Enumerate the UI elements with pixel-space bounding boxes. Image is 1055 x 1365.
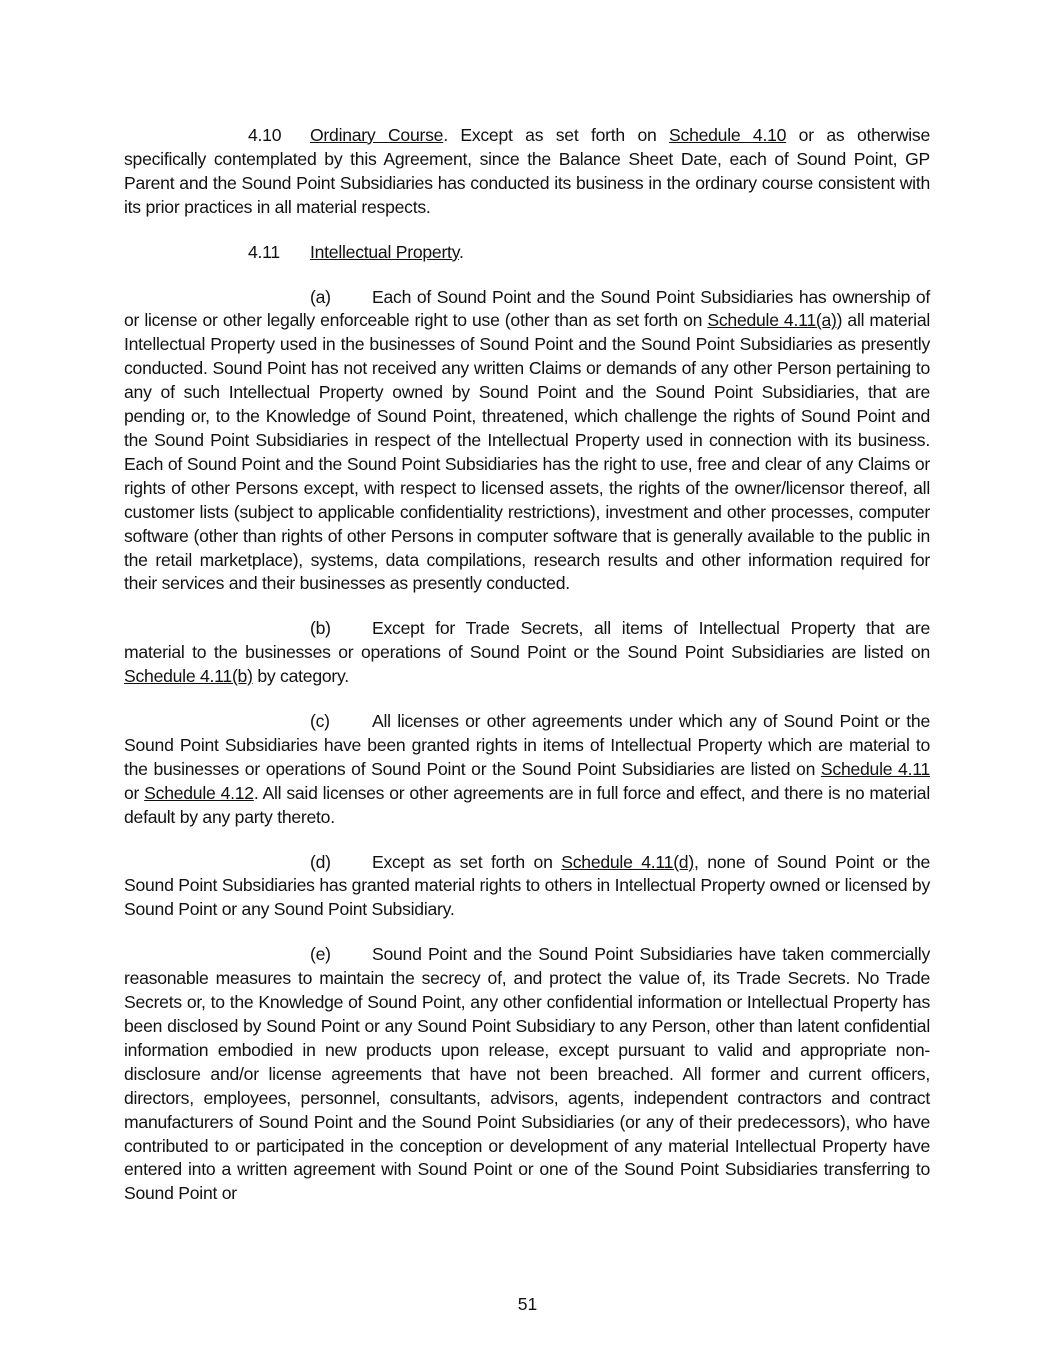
clause-text: Each of Sound Point and the Sound Point Subsidiaries has ownership of or license or other legally enforceable right to use (other than as set forth on bbox=[124, 286, 930, 331]
schedule-reference: Schedule 4.12 bbox=[144, 782, 254, 803]
clause-text: Except as set forth on bbox=[372, 851, 562, 872]
clause-label: (d) bbox=[310, 851, 331, 872]
section-number: 4.10 bbox=[248, 125, 282, 145]
section-title: Intellectual Property bbox=[310, 241, 459, 262]
section-text: or as otherwise specifically contemplated by this Agreement, since the Balance Sheet Date, each of Sound Point, GP Parent and the Sound Point Subsidiaries has conducted its business in the ordinary course consistent with its prior practices in all material respects. bbox=[124, 125, 930, 217]
clause-text: by category. bbox=[252, 666, 349, 687]
clause-text: , none of Sound Point or the Sound Point Subsidiaries has granted material rights to others in Intellectual Property owned or licensed by Sound Point or any Sound Point Subsidiary. bbox=[124, 851, 930, 920]
clause-d bbox=[124, 851, 930, 923]
clause-a bbox=[124, 286, 930, 597]
clause-text: All licenses or other agreements under which any of Sound Point or the Sound Point Subsidiaries have been granted rights in items of Intellectual Property which are material to the businesses or operations of Sound Point or the Sound Point Subsidiaries are listed on bbox=[124, 711, 930, 779]
clause-b bbox=[124, 617, 930, 689]
schedule-reference: Schedule 4.11(b) bbox=[124, 666, 253, 687]
clause-label: (e) bbox=[310, 944, 331, 965]
schedule-reference: Schedule 4.11 bbox=[820, 758, 930, 779]
clause-label: (a) bbox=[310, 286, 331, 307]
section-title-end: . bbox=[458, 241, 464, 262]
clause-label: (c) bbox=[310, 711, 330, 732]
section-4-10 bbox=[124, 124, 930, 220]
clause-text: ) all material Intellectual Property used in the businesses of Sound Point and the Sound Point Subsidiaries as presently conducted. Sound Point has not received any written Claims or demands of any other Person pertaining to any of such Intellectual Property owned by Sound Point and the Sound Point Subsidiaries, that are pending or, to the Knowledge of Sound Point, threatened, which challenge the rights of Sound Point and the Sound Point Subsidiaries in respect of the Intellectual Property used in connection with its business. Each of Sound Point and the Sound Point Subsidiaries has the right to use, free and clear of any Claims or rights of other Persons except, with respect to licensed assets, the rights of the owner/licensor thereof, all customer lists (subject to applicable confidentiality restrictions), investment and other processes, computer software (other than rights of other Persons in computer software that is generally available to the public in the retail marketplace), systems, data compilations, research results and other information required for their services and their businesses as presently conducted. bbox=[124, 310, 931, 594]
clause-text: . All said licenses or other agreements are in full force and effect, and there is no material default by any party thereto. bbox=[124, 782, 930, 827]
clause-text: Sound Point and the Sound Point Subsidiaries have taken commercially reasonable measures to maintain the secrecy of, and protect the value of, its Trade Secrets. No Trade Secrets or, to the Knowledge of Sound Point, any other confidential information or Intellectual Property has been disclosed by Sound Point or any Sound Point Subsidiary to any Person, other than latent confidential information embodied in new products upon release, except pursuant to valid and appropriate non-disclosure and/or license agreements that have not been breached. All former and current officers, directors, employees, personnel, consultants, advisors, agents, independent contractors and contract manufacturers of Sound Point and the Sound Point Subsidiaries (or any of their predecessors), who have contributed to or participated in the conception or development of any material Intellectual Property have entered into a written agreement with Sound Point or one of the Sound Point Subsidiaries transferring to Sound Point or bbox=[124, 944, 930, 1204]
section-4-11-heading bbox=[124, 241, 930, 265]
section-title: Ordinary Course bbox=[310, 125, 444, 145]
clause-text: or bbox=[124, 782, 145, 803]
section-text: . Except as set forth on bbox=[443, 125, 670, 145]
schedule-reference: Schedule 4.11(d) bbox=[561, 851, 694, 872]
clause-label: (b) bbox=[310, 618, 331, 639]
section-number: 4.11 bbox=[248, 241, 280, 262]
page-number: 51 bbox=[517, 1294, 538, 1314]
clause-c bbox=[124, 710, 930, 830]
clause-text: Except for Trade Secrets, all items of Intellectual Property that are material to the businesses or operations of Sound Point or the Sound Point Subsidiaries are listed on bbox=[124, 618, 930, 663]
schedule-reference: Schedule 4.11(a) bbox=[707, 310, 837, 331]
schedule-reference: Schedule 4.10 bbox=[669, 125, 787, 145]
document-page bbox=[124, 124, 930, 1227]
clause-e bbox=[124, 943, 930, 1206]
